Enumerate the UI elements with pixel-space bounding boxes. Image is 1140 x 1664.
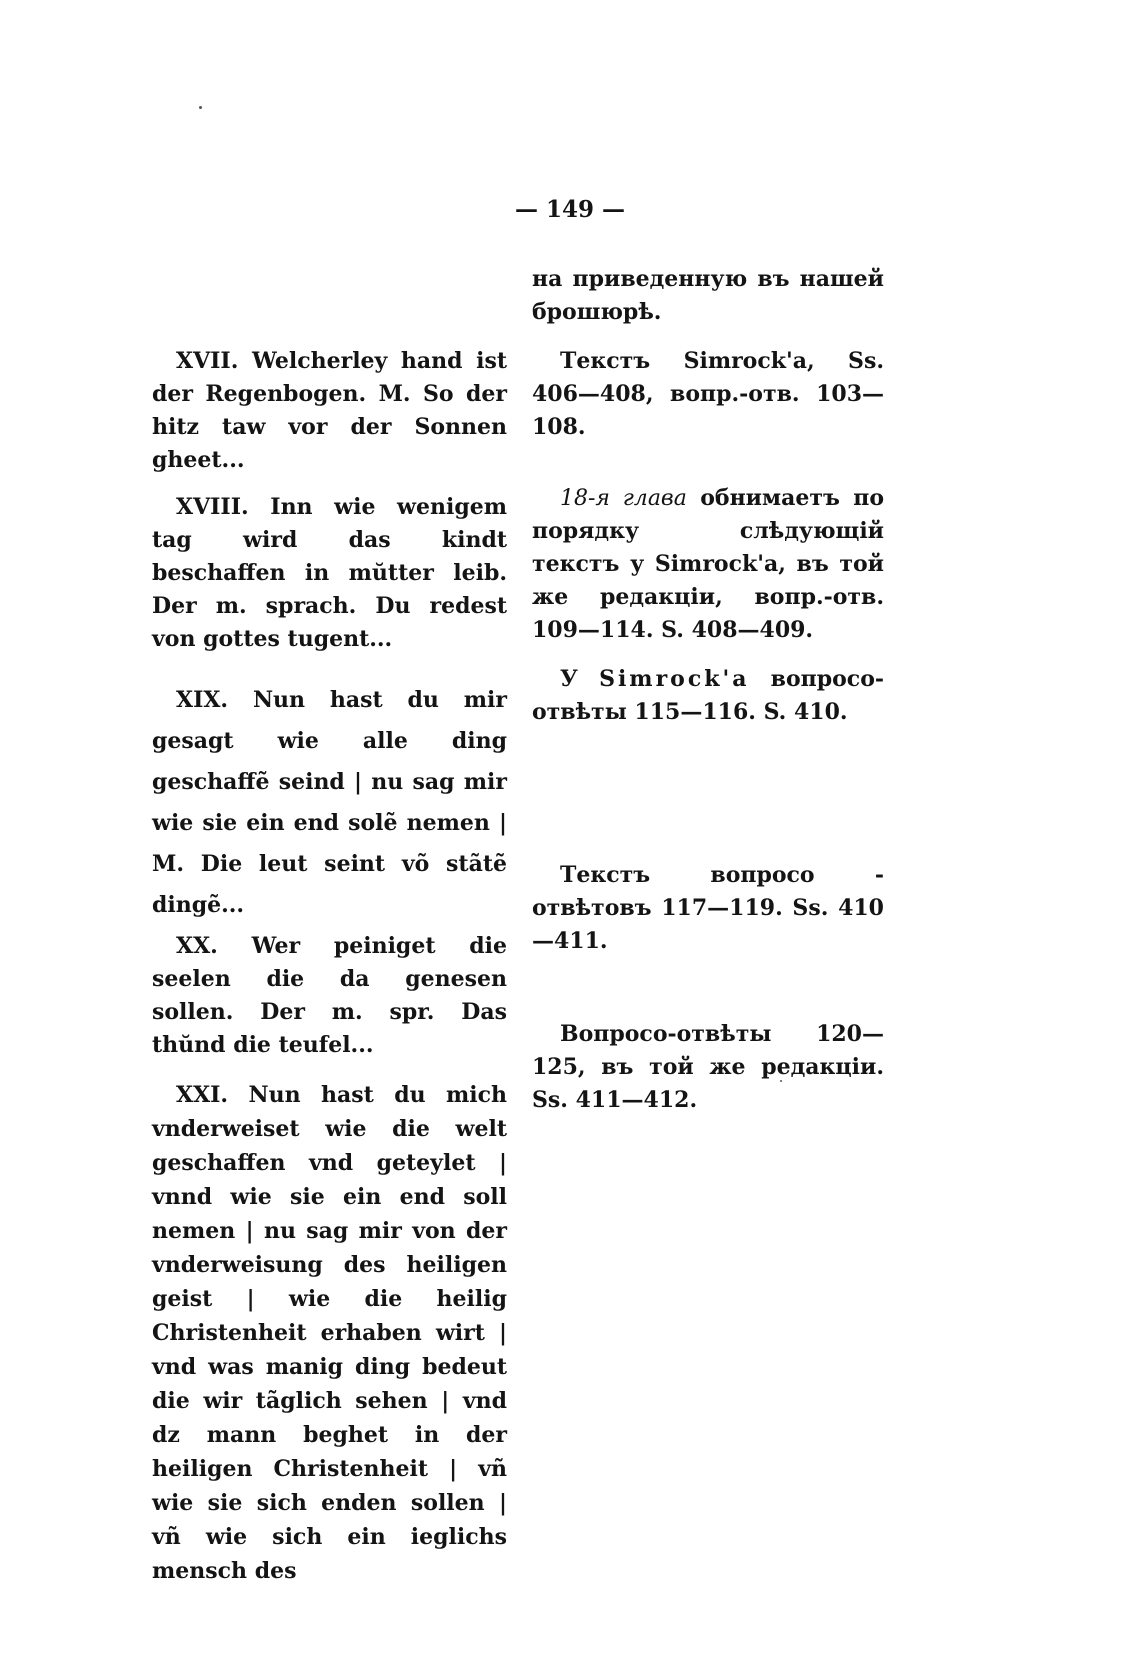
chapter-heading: 18-я глава <box>560 486 687 511</box>
speck-mark <box>199 106 202 109</box>
simrock-spaced: Simrock'a <box>599 666 750 692</box>
commentary-intro: на приведенную въ нашей брошюрѣ. <box>532 266 884 325</box>
question-xxi: XXI. Nun hast du mich vnderweiset wie die welt geschaffen vnd geteylet | vnnd wie sie ein end soll nemen | nu sag mir von der vnderweisung des heiligen geist | wie die heilig Christenheit erhaben wirt | vnd was manig ding bedeut die wir tãglich sehen | vnd dz mann beghet in der heiligen Christenheit | vñ wie sie sich enden sollen | vñ wie sich ein ieglichs mensch des <box>152 1082 507 1584</box>
question-xvii: XVII. Welcherley hand ist der Regenbogen. M. So der hitz taw vor der Sonnen gheet... <box>152 348 507 473</box>
commentary-chapter-17: Текстъ Simrock'a, Ss. 406—408, вопр.-отв. 103—108. <box>532 348 884 440</box>
russian-commentary-column <box>532 263 884 1117</box>
german-text-column <box>152 345 507 1588</box>
page-number: — 149 — <box>514 196 626 223</box>
commentary-chapter-18 <box>532 482 884 647</box>
commentary-text: вопросо-отвѣты 115—116. S. 410. <box>532 666 884 725</box>
commentary-lead: У <box>560 666 578 692</box>
commentary-chapter-21: Вопросо-отвѣты 120—125, въ той же редакціи. Ss. 411—412. <box>532 1021 884 1113</box>
commentary-chapter-20: Текстъ вопросо - отвѣтовъ 117—119. Ss. 410—411. <box>532 862 884 954</box>
commentary-chapter-19 <box>532 663 884 729</box>
question-xix: XIX. Nun hast du mir gesagt wie alle ding geschaffẽ seind | nu sag mir wie sie ein end solẽ nemen | M. Die leut seint võ stãtẽ dingẽ... <box>152 687 507 918</box>
commentary-text: обнимаетъ по порядку слѣдующій текстъ у Simrock'a, въ той же редакціи, вопр.-отв. 109—114. S. 408—409. <box>532 485 884 643</box>
question-xviii: XVIII. Inn wie wenigem tag wird das kindt beschaffen in mŭtter leib. Der m. sprach. Du redest von gottes tugent... <box>152 494 507 652</box>
question-xx: XX. Wer peiniget die seelen die da genesen sollen. Der m. spr. Das thŭnd die teufel... <box>152 933 507 1058</box>
